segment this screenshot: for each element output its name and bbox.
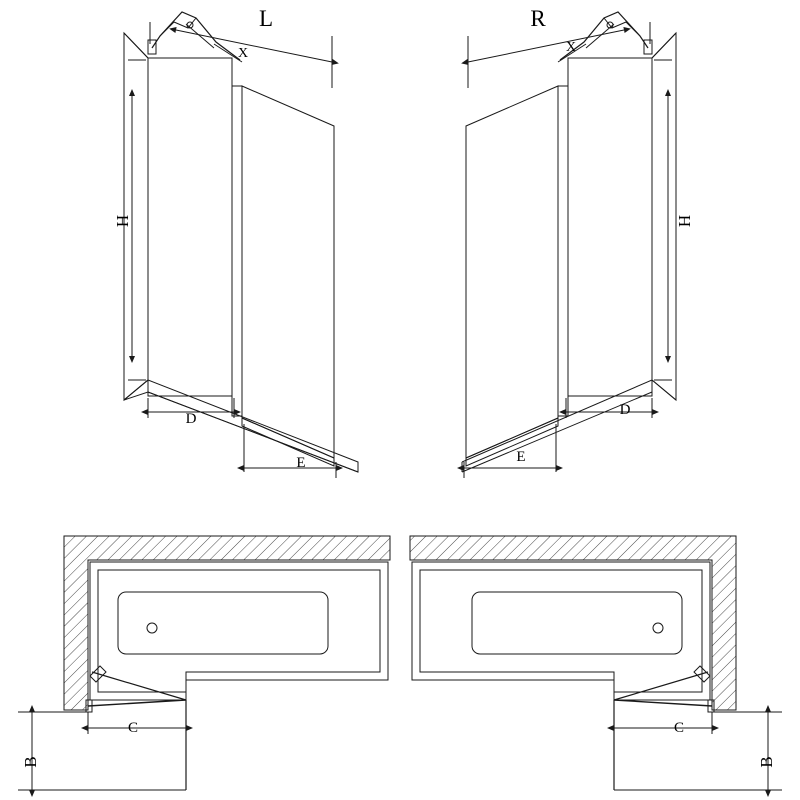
dim-label-h-right: H — [675, 214, 694, 228]
screen-door-plan-right — [614, 700, 712, 706]
bath-inner-right — [420, 570, 702, 692]
screen-door-open-plan-left — [92, 672, 186, 700]
panel-door-left — [242, 86, 334, 458]
dim-label-d-left: D — [185, 411, 197, 427]
center-profile-left — [232, 86, 242, 416]
dim-x-left — [176, 30, 332, 62]
dim-label-e-left: E — [296, 455, 306, 471]
label-version-left: L — [258, 6, 274, 31]
plan-right — [410, 536, 782, 790]
center-profile-right — [558, 86, 568, 416]
screen-door-plan-left — [88, 700, 186, 706]
panel-fixed-right — [568, 58, 652, 396]
dim-label-e-right: E — [516, 449, 526, 465]
panel-door-right — [466, 86, 558, 458]
dim-label-h-left: H — [113, 214, 132, 228]
dim-label-b-right: B — [757, 756, 776, 768]
dim-label-d-right: D — [619, 402, 631, 418]
bath-base-right — [472, 592, 682, 654]
dim-label-b-left: B — [21, 756, 40, 768]
bath-outline-left — [90, 562, 388, 700]
drain-right — [653, 623, 663, 633]
screen-door-open-plan-right — [614, 672, 708, 700]
wall-right — [652, 33, 676, 400]
dim-label-x-right: X — [565, 40, 577, 55]
dim-label-c-right: C — [673, 720, 685, 736]
bath-base-left — [118, 592, 328, 654]
label-version-right: R — [530, 6, 546, 31]
door-bottom-rail-left — [242, 418, 334, 466]
panel-fixed-left — [148, 58, 232, 396]
drain-left — [147, 623, 157, 633]
bath-outline-right — [412, 562, 710, 700]
dim-label-c-left: C — [127, 720, 139, 736]
elevation-right — [462, 12, 676, 478]
door-bottom-rail-right — [466, 418, 558, 466]
elevation-left — [124, 12, 358, 478]
plan-left — [18, 536, 390, 790]
dim-x-right — [468, 30, 624, 62]
dim-label-x-left: X — [237, 46, 249, 61]
bath-inner-left — [98, 570, 380, 692]
